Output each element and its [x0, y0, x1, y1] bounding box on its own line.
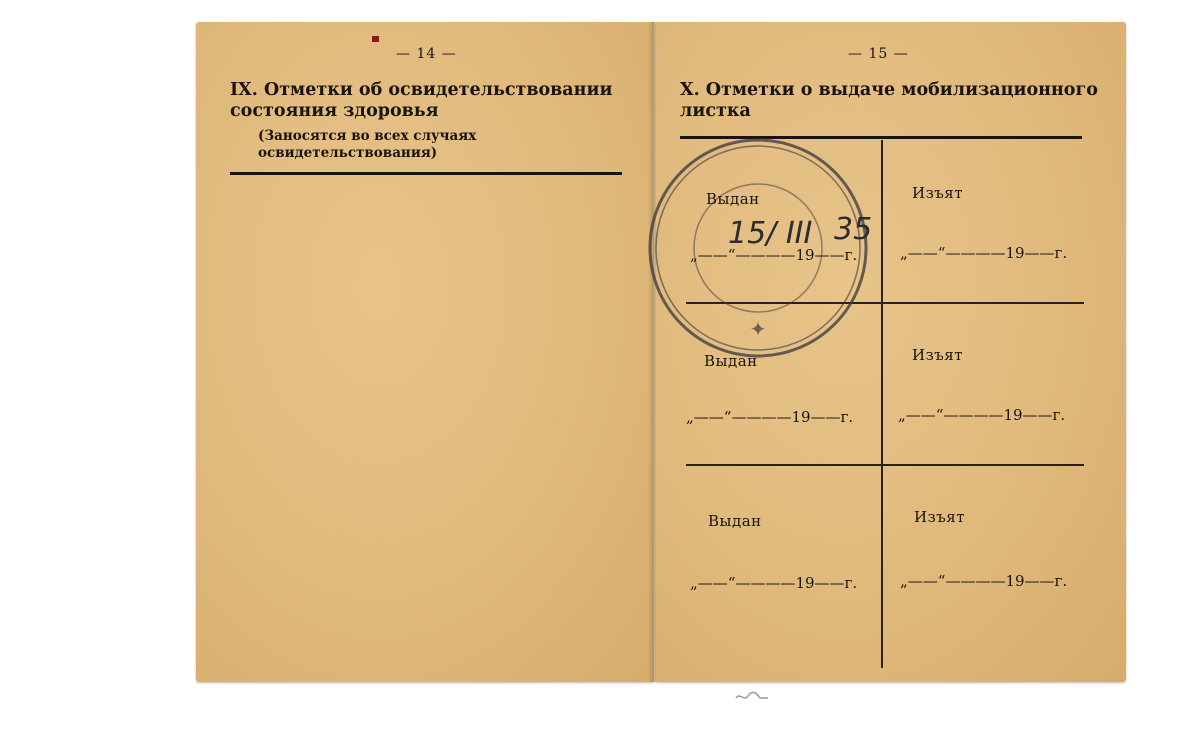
page-number-left: — 14 — — [396, 46, 457, 62]
heading-rule — [230, 172, 622, 175]
left-page — [196, 22, 654, 682]
withdrawn-date: „——“————19——г. — [900, 572, 1068, 590]
issued-label: Выдан — [708, 512, 762, 530]
section-title-ix: IX. Отметки об освидетельствовании состояния здоровья — [230, 80, 613, 121]
issued-date: „——“————19——г. — [686, 408, 854, 426]
withdrawn-date: „——“————19——г. — [900, 244, 1068, 262]
red-mark — [372, 36, 379, 42]
section-note: (Заносятся во всех случаях освидетельствования) — [258, 128, 477, 161]
issued-date: „——“————19——г. — [690, 574, 858, 592]
handwritten-day-month: 15/ III — [728, 216, 813, 251]
withdrawn-label: Изъят — [912, 184, 964, 202]
issued-label: Выдан — [704, 352, 758, 370]
issued-label: Выдан — [706, 190, 760, 208]
issued-date: „——“————19——г. — [690, 246, 858, 264]
withdrawn-label: Изъят — [912, 346, 964, 364]
booklet — [196, 22, 1130, 684]
table-row-divider — [686, 464, 1084, 466]
table-vertical-divider — [881, 140, 883, 668]
section-title-x: X. Отметки о выдаче мобилизационного листка — [680, 80, 1098, 121]
right-page — [656, 22, 1126, 682]
withdrawn-label: Изъят — [914, 508, 966, 526]
handwritten-year: 35 — [834, 212, 873, 247]
withdrawn-date: „——“————19——г. — [898, 406, 1066, 424]
svg-text:✦: ✦ — [749, 317, 767, 341]
staple-fragment-icon — [734, 690, 770, 704]
page-number-right: — 15 — — [848, 46, 909, 62]
